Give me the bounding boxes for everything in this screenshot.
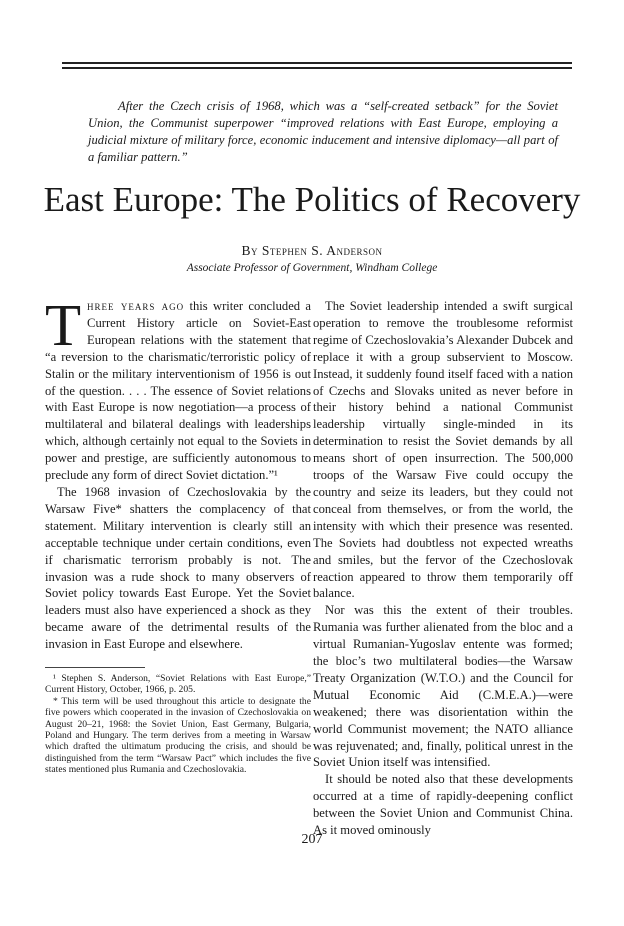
drop-cap: T	[45, 292, 82, 358]
header-rule-top	[62, 62, 572, 64]
paragraph-4: Nor was this the extent of their troubles. Rumania was further alienated from the bloc and a virtual Rumanian-Yugoslav entente was formed; the bloc’s two multilateral bodies—the Warsaw Treaty Organization (W.T.O.) and the Council for Mutual Economic Aid (C.M.E.A.)—were weakened; there was disorientation within the world Communist movement; the NATO alliance was rejuvenated; and, finally, political unrest in the Soviet Union itself was intensified.	[313, 603, 573, 770]
header-rule-bottom	[62, 67, 572, 69]
footnote-2: * This term will be used throughout this article to designate the five powers which cooperated in the invasion of Czechoslovakia on August 20–21, 1968: the Soviet Union, East Germany, Bulgaria, Poland and Hungary. The term derives from a meeting in Warsaw which drafted the ultimatum producing the crisis, and should be distinguished from the term “Warsaw Pact” which includes the five states mentioned plus Rumania and Czechoslovakia.	[45, 695, 311, 776]
footnotes	[45, 673, 311, 776]
column-left	[45, 292, 311, 776]
page-number: 207	[301, 832, 323, 847]
footnote-1: ¹ Stephen S. Anderson, “Soviet Relations with East Europe,” Current History, October, 1966, p. 205.	[45, 673, 311, 696]
footnote-rule	[45, 667, 145, 668]
article-title: East Europe: The Politics of Recovery	[43, 180, 581, 219]
column-right	[313, 298, 573, 839]
paragraph-2: The 1968 invasion of Czechoslovakia by the Warsaw Five* shatters the complacency of that statement. Military intervention is clearly still an acceptable technique under certain conditions, even if charismatic terrorism probably is not. The invasion was a rude shock to many observers of Soviet policy towards East Europe. Yet the Soviet leaders must also have experienced a shock as they became aware of the detrimental results of the invasion in East Europe and elsewhere.	[45, 484, 311, 652]
paragraph-5: It should be noted also that these developments occurred at a time of rapidly-deepening conflict between the Soviet Union and Communist China. As it moved ominously	[313, 772, 573, 838]
lead-smallcaps: hree years ago	[87, 299, 185, 313]
author-affiliation: Associate Professor of Government, Windham College	[186, 262, 438, 274]
paragraph-1	[45, 292, 311, 484]
deck-text: After the Czech crisis of 1968, which was a “self-created setback” for the Soviet Union, the Communist superpower “improved relations with East Europe, employing a judicial mixture of military force, economic inducement and intensive diplomacy—all part of a familiar pattern.”	[88, 99, 558, 164]
paragraph-1-text: this writer concluded a Current History article on Soviet-East European relations with the statement that “a reversion to the charismatic/terroristic policy of Stalin or the military interventionism of 1956 is out of the question. . . . The essence of Soviet relations with East Europe is now negotiation—a process of multilateral and bilateral dealings with leaderships which, although certainly not equal to the Soviets in power and prestige, are sufficiently autonomous to preclude any form of direct Soviet dictation.”¹	[45, 299, 311, 483]
article-deck	[88, 98, 558, 166]
author-byline: By Stephen S. Anderson	[241, 243, 383, 258]
paragraph-3: The Soviet leadership intended a swift surgical operation to remove the troublesome reformist regime of Czechoslovakia’s Alexander Dubcek and replace it with a group subservient to Moscow. Instead, it suddenly found itself faced with a nation of Czechs and Slovaks united as never before in their history behind a national Communist leadership virtually single-minded in its determination to resist the Soviet demands by all means short of open insurrection. The 500,000 troops of the Warsaw Five could occupy the country and seize its leaders, but they could not conceal from themselves, or from the world, the intensity with which their presence was resented. The Soviets had doubtless not expected wreaths and smiles, but the fervor of the Czechoslovak reaction appeared to throw them temporarily off balance.	[313, 299, 573, 601]
